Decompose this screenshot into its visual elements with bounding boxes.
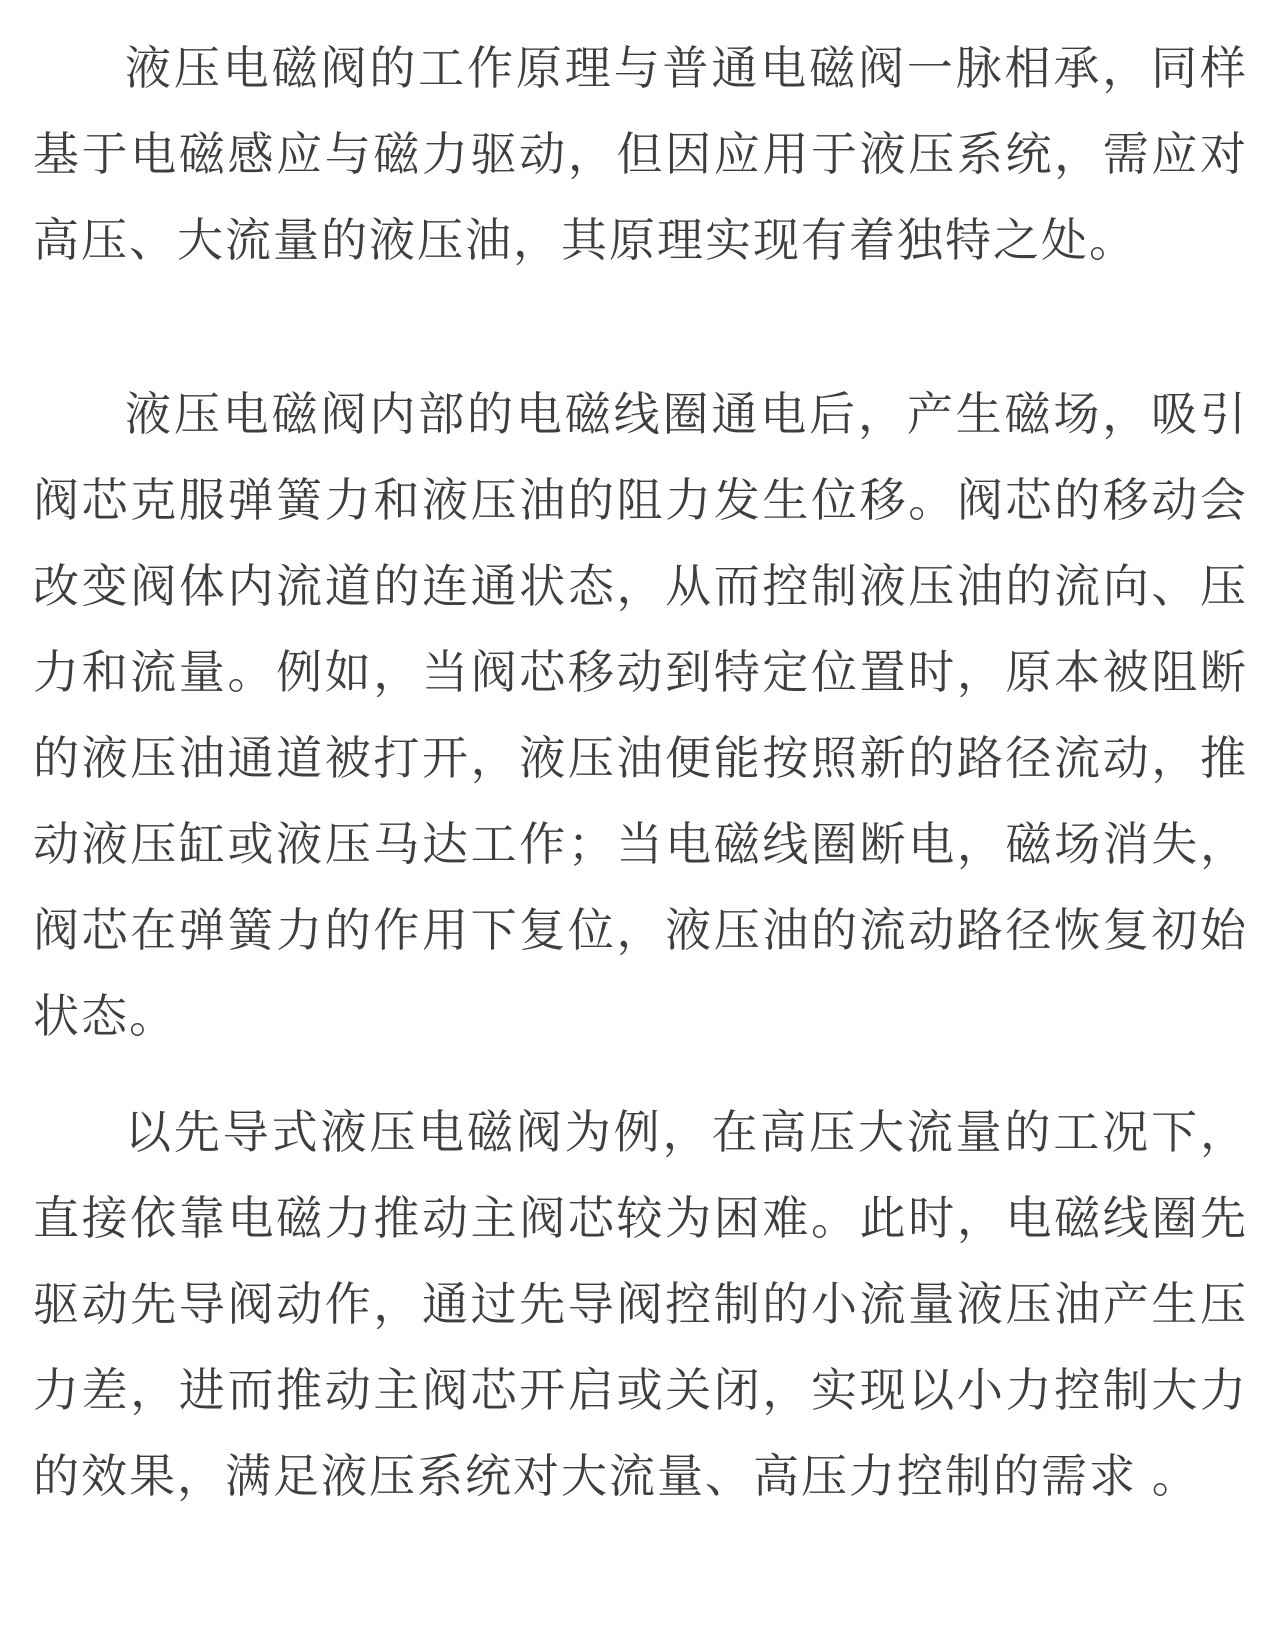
paragraph-working-principle: 液压电磁阀内部的电磁线圈通电后，产生磁场，吸引阀芯克服弹簧力和液压油的阻力发生位移。阀芯的移动会改变阀体内流道的连通状态，从而控制液压油的流向、压力和流量。例如，当阀芯移动到特定位置时，原本被阻断的液压油通道被打开，液压油便能按照新的路径流动，推动液压缸或液压马达工作；当电磁线圈断电，磁场消失，阀芯在弹簧力的作用下复位，液压油的流动路径恢复初始状态。 bbox=[33, 388, 1248, 1042]
paragraph-intro: 液压电磁阀的工作原理与普通电磁阀一脉相承，同样基于电磁感应与磁力驱动，但因应用于液压系统，需应对高压、大流量的液压油，其原理实现有着独特之处。 bbox=[33, 42, 1248, 266]
paragraph-pilot-valve-example: 以先导式液压电磁阀为例，在高压大流量的工况下，直接依靠电磁力推动主阀芯较为困难。此时，电磁线圈先驱动先导阀动作，通过先导阀控制的小流量液压油产生压力差，进而推动主阀芯开启或关闭，实现以小力控制大力的效果，满足液压系统对大流量、高压力控制的需求 。 bbox=[33, 1106, 1248, 1502]
article-body bbox=[33, 25, 1248, 1519]
